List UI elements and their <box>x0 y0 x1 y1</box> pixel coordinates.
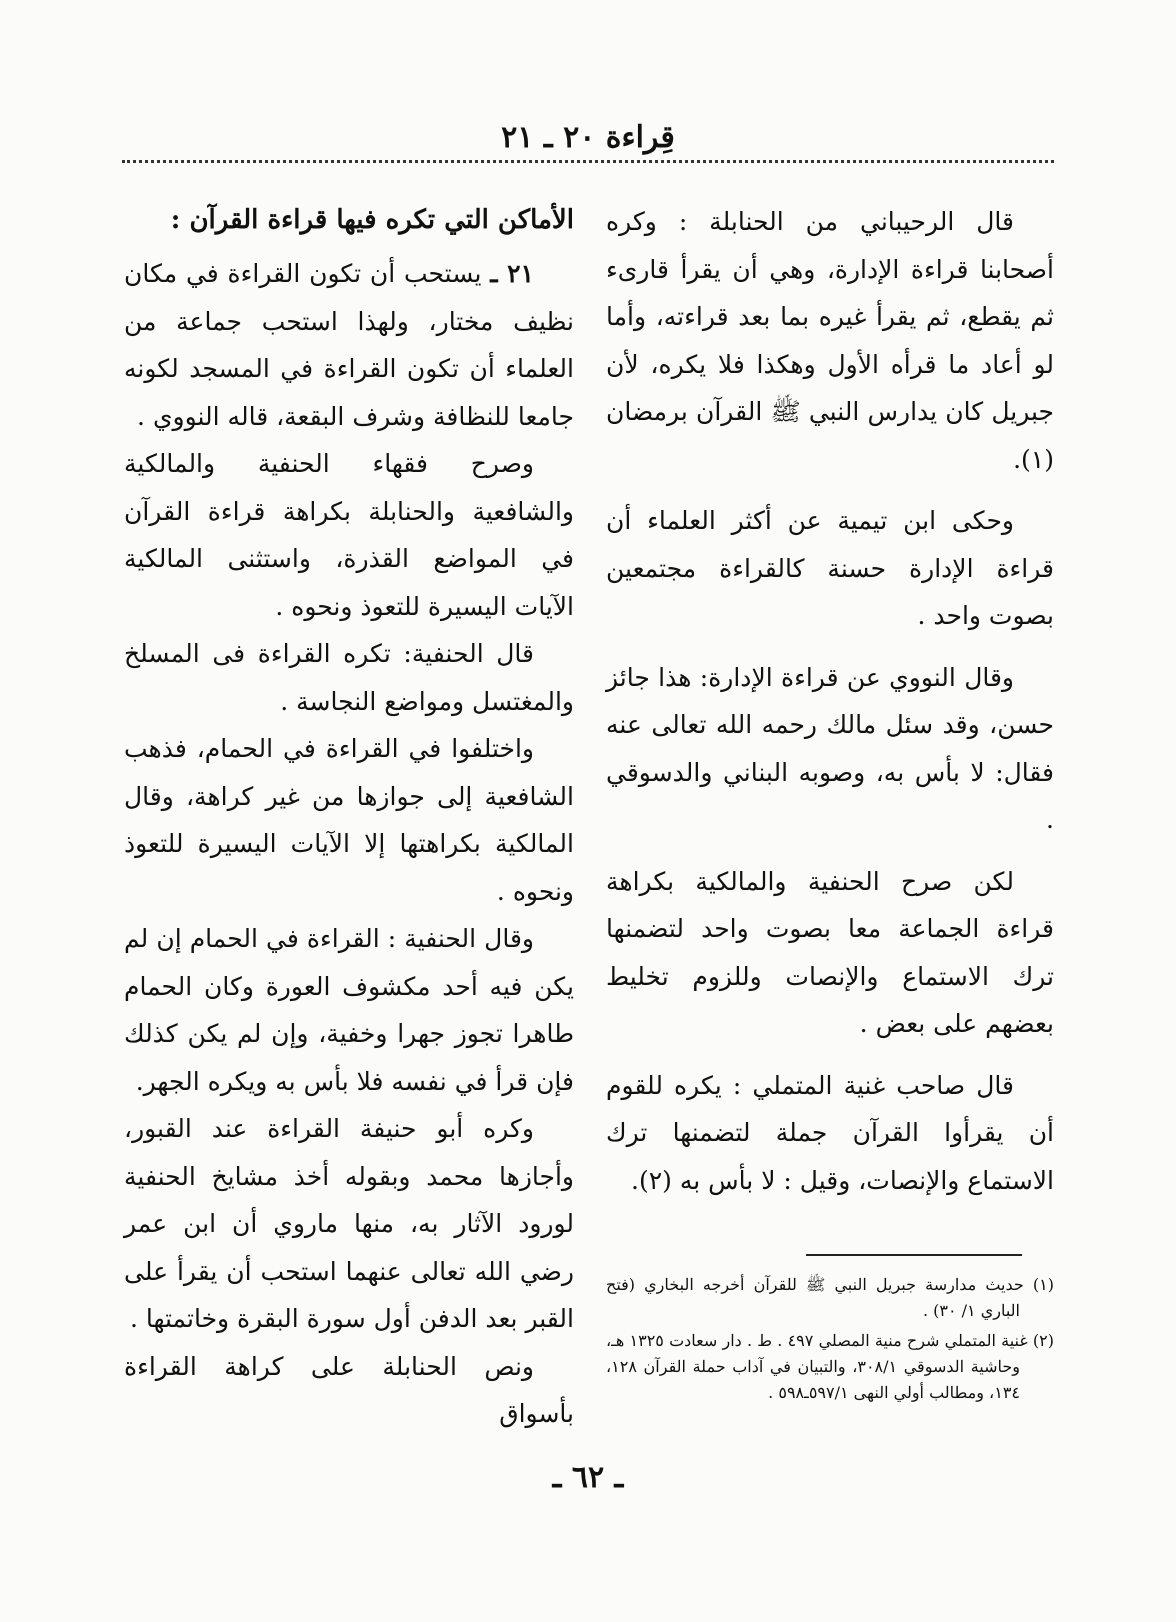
left-column <box>124 198 574 1438</box>
paragraph: ونص الحنابلة على كراهة القراءة بأسواق <box>124 1351 574 1428</box>
footnote-2: (٢) غنية المتملي شرح منية المصلي ٤٩٧ . ط . دار سعادت ١٣٢٥ هـ، وحاشية الدسوقي ٣٠٨/١، والتبيان في آداب حملة القرآن ١٢٨، ١٣٤، ومطالب أولي النهى ٥٩٧/١ـ٥٩٨ . <box>606 1331 1055 1402</box>
paragraph: وصرح فقهاء الحنفية والمالكية والشافعية والحنابلة بكراهة قراءة القرآن في المواضع القذرة، واستثنى المالكية الآيات اليسيرة للتعوذ ونحوه . <box>124 449 574 621</box>
footnote-1: (١) حديث مدارسة جبريل النبي ﷺ للقرآن أخرجه البخاري (فتح الباري ١/ ٣٠) . <box>606 1275 1054 1320</box>
header-dotted-rule <box>122 160 1054 163</box>
paragraph: قال الحنفية: تكره القراءة فى المسلخ والمغتسل ومواضع النجاسة . <box>124 639 574 716</box>
paragraph-text: يستحب أن تكون القراءة في مكان نظيف مختار، ولهذا استحب جماعة من العلماء أن تكون القراءة في المسجد لكونه جامعا للنظافة وشرف البقعة، قاله النووي . <box>124 259 574 431</box>
paragraph: وقال النووي عن قراءة الإدارة: هذا جائز حسن، وقد سئل مالك رحمه الله تعالى عنه فقال: لا بأس به، وصوبه البناني والدسوقي . <box>606 662 1054 834</box>
section-heading: الأماكن التي تكره فيها قراءة القرآن : <box>170 205 574 235</box>
paragraph: قال صاحب غنية المتملي : يكره للقوم أن يقرأوا القرآن جملة لتضمنها ترك الاستماع والإنصات، وقيل : لا بأس به (٢). <box>606 1070 1054 1195</box>
footnotes <box>606 1272 1054 1410</box>
paragraph: وحكى ابن تيمية عن أكثر العلماء أن قراءة الإدارة حسنة كالقراءة مجتمعين بصوت واحد . <box>606 506 1054 630</box>
right-column <box>606 198 1054 1204</box>
paragraph <box>124 250 574 440</box>
paragraph: وكره أبو حنيفة القراءة عند القبور، وأجازها محمد وبقوله أخذ مشايخ الحنفية لورود الآثار به، منها ماروي أن ابن عمر رضي الله تعالى عنهما استحب أن يقرأ على القبر بعد الدفن أول سورة البقرة وخاتمتها . <box>124 1114 574 1333</box>
paragraph: واختلفوا في القراءة في الحمام، فذهب الشافعية إلى جوازها من غير كراهة، وقال المالكية بكراهتها إلا الآيات اليسيرة للتعوذ ونحوه . <box>124 734 574 906</box>
page-number: ـ ٦٢ ـ <box>552 1460 624 1495</box>
running-header: قِراءة ٢٠ ـ ٢١ <box>501 120 675 155</box>
item-number: ٢١ ـ <box>490 259 534 288</box>
footnote-rule <box>806 1254 1022 1256</box>
paragraph: وقال الحنفية : القراءة في الحمام إن لم يكن فيه أحد مكشوف العورة وكان الحمام طاهرا تجوز جهرا وخفية، وإن لم يكن كذلك فإن قرأ في نفسه فلا بأس به ويكره الجهر. <box>124 924 574 1096</box>
paragraph: قال الرحيباني من الحنابلة : وكره أصحابنا قراءة الإدارة، وهي أن يقرأ قارىء ثم يقطع، ثم يقرأ غيره بما بعد قراءته، وأما لو أعاد ما قرأه الأول وهكذا فلا يكره، لأن جبريل كان يدارس النبي ﷺ القرآن برمضان (١). <box>606 207 1054 474</box>
paragraph: لكن صرح الحنفية والمالكية بكراهة قراءة الجماعة معا بصوت واحد لتضمنها ترك الاستماع والإنصات وللزوم تخليط بعضهم على بعض . <box>606 866 1054 1038</box>
